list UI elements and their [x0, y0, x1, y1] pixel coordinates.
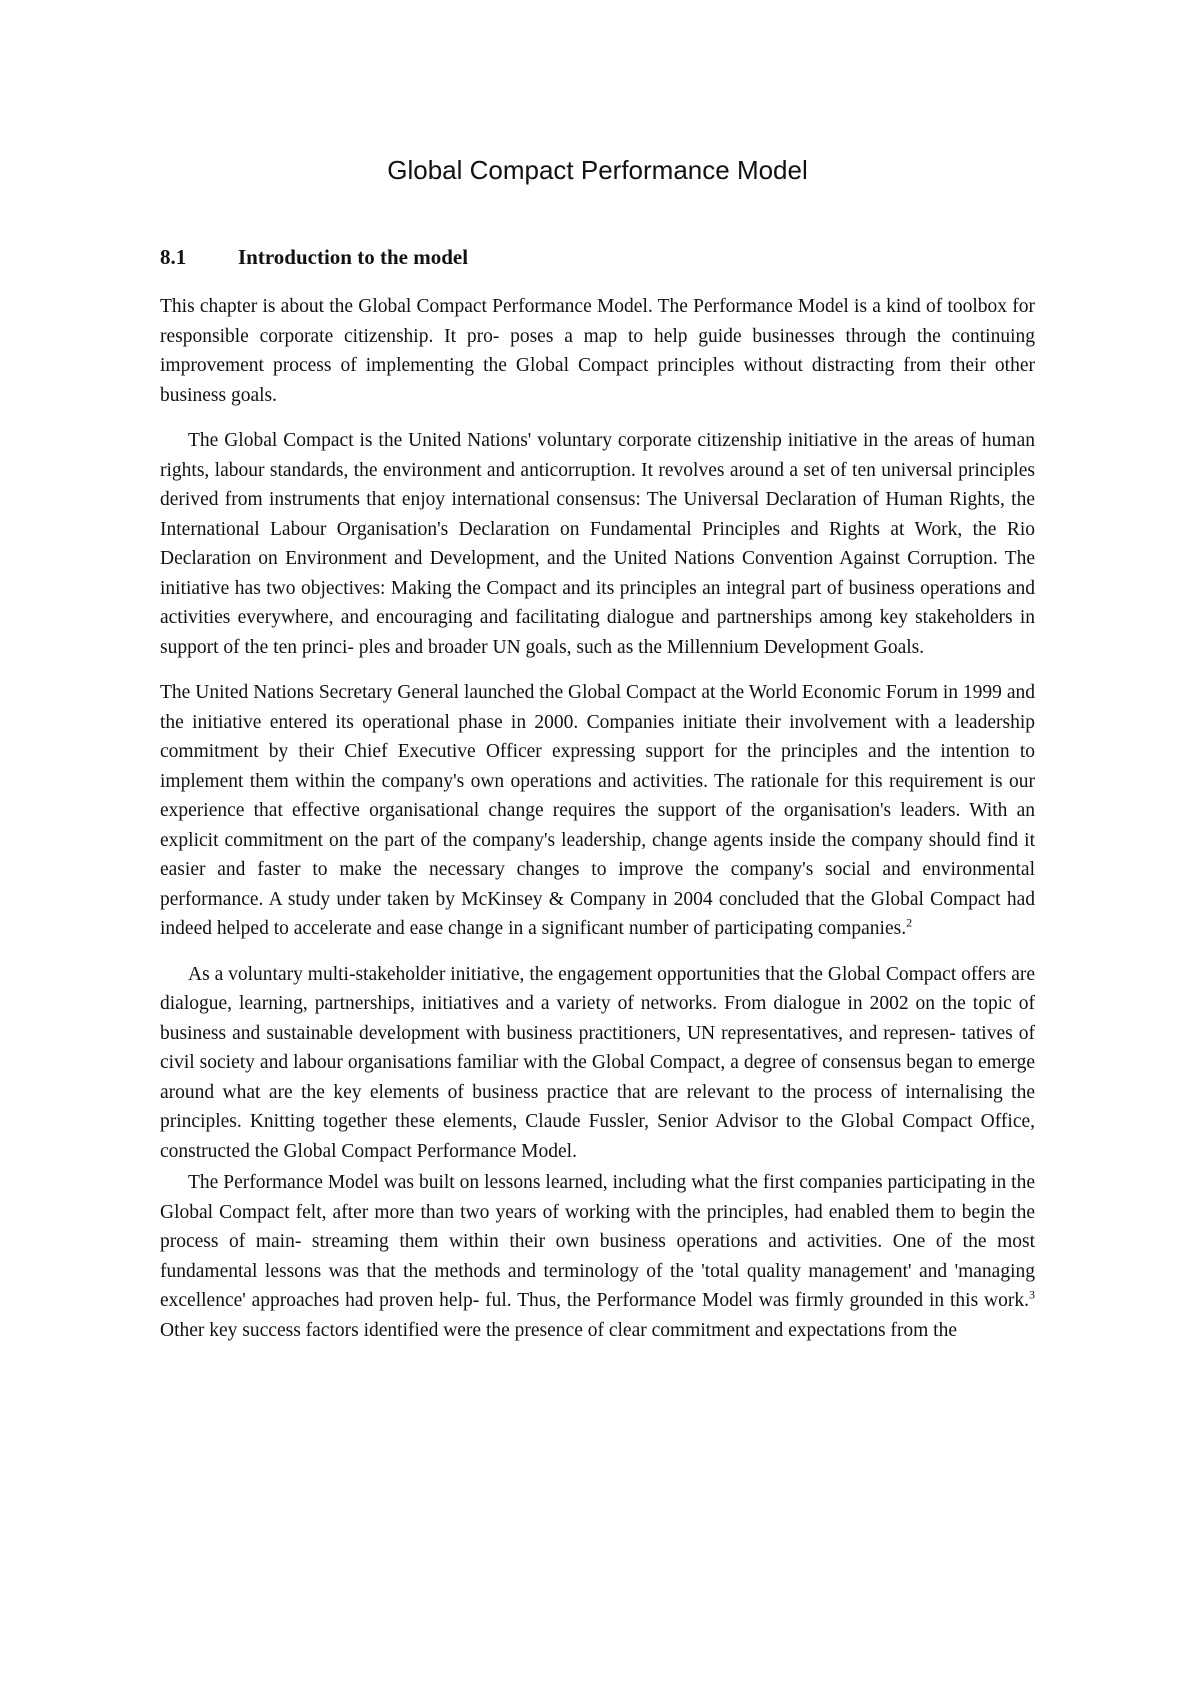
paragraph-3: [160, 678, 1035, 944]
paragraph-5-text-before: The Performance Model was built on lessons learned, including what the first companies participating in the Global Compact felt, after more than two years of working with the principles, had enabled them to begin the process of main- streaming them within their own business operations and activities. One of the most fundamental lessons was that the methods and terminology of the 'total quality management' and 'managing excellence' approaches had proven help- ful. Thus, the Performance Model was firmly grounded in this work.: [160, 1172, 1035, 1311]
paragraph-3-text: The United Nations Secretary General launched the Global Compact at the World Economic Forum in 1999 and the initiative entered its operational phase in 2000. Companies initiate their involvement with a leadership commitment by their Chief Executive Officer expressing support for the principles and the intention to implement them within the company's own operations and activities. The rationale for this requirement is our experience that effective organisational change requires the support of the organisation's leaders. With an explicit commitment on the part of the company's leadership, change agents inside the company should find it easier and faster to make the necessary changes to improve the company's social and environmental performance. A study under taken by McKinsey & Company in 2004 concluded that the Global Compact had indeed helped to accelerate and ease change in a significant number of participating companies.: [160, 682, 1035, 939]
paragraph-1: This chapter is about the Global Compact Performance Model. The Performance Model is a kind of toolbox for responsible corporate citizenship. It pro- poses a map to help guide businesses through the continuing improvement process of implementing the Global Compact principles without distracting from their other business goals.: [160, 296, 1035, 406]
document-title: Global Compact Performance Model: [387, 155, 808, 185]
footnote-marker-3[interactable]: 3: [1029, 1287, 1035, 1302]
footnote-marker-2[interactable]: 2: [906, 915, 913, 930]
section-number: 8.1: [160, 245, 187, 269]
paragraph-4: As a voluntary multi-stakeholder initiative, the engagement opportunities that the Global Compact offers are dialogue, learning, partnerships, initiatives and a variety of networks. From dialogue in 2002 on the topic of business and sustainable development with business practitioners, UN representatives, and represen- tatives of civil society and labour organisations familiar with the Global Compact, a degree of consensus began to emerge around what are the key elements of business practice that are relevant to the process of internalising the principles. Knitting together these elements, Claude Fussler, Senior Advisor to the Global Compact Office, constructed the Global Compact Performance Model.: [160, 963, 1035, 1162]
paragraph-5-text-after: Other key success factors identified were the presence of clear commitment and expectations from the: [160, 1319, 958, 1341]
section-heading: [160, 242, 1035, 272]
section-title: Introduction to the model: [238, 245, 469, 269]
document-page: [160, 150, 1035, 1361]
paragraph-2: The Global Compact is the United Nations' voluntary corporate citizenship initiative in the areas of human rights, labour standards, the environment and anticorruption. It revolves around a set of ten universal principles derived from instruments that enjoy international consensus: The Universal Declaration of Human Rights, the International Labour Organisation's Declaration on Fundamental Principles and Rights at Work, the Rio Declaration on Environment and Development, and the United Nations Convention Against Corruption. The initiative has two objectives: Making the Compact and its principles an integral part of business operations and activities everywhere, and encouraging and facilitating dialogue and partnerships among key stakeholders in support of the ten princi- ples and broader UN goals, such as the Millennium Development Goals.: [160, 430, 1035, 658]
paragraph-5: [160, 1168, 1035, 1345]
